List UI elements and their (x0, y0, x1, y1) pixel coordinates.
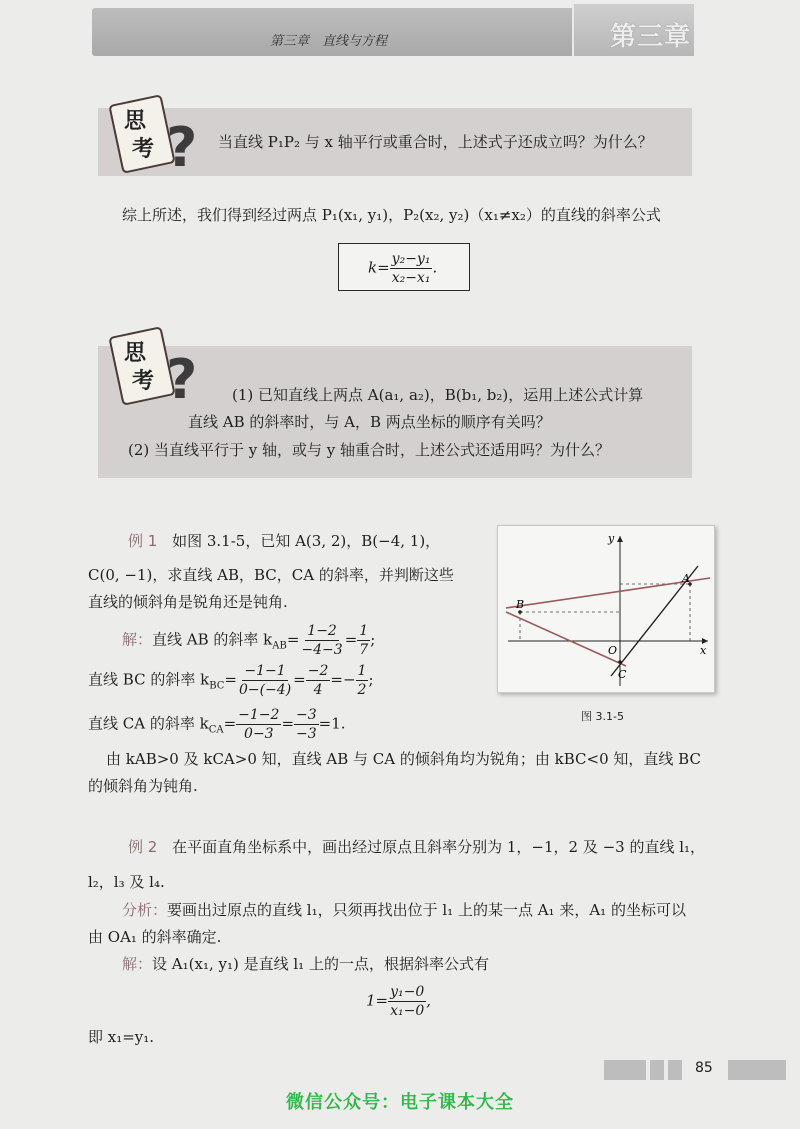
label-y: y (608, 532, 615, 545)
eq-fraction (388, 983, 426, 1020)
footer-block (728, 1060, 786, 1080)
ca-mid (294, 706, 319, 743)
example-1-line-2: C(0, −1)，求直线 AB，BC，CA 的斜率，并判断这些 (88, 566, 454, 584)
formula-end: . (432, 258, 438, 277)
solution-label-2: 解： (122, 955, 153, 973)
example-2-line-2: l₂，l₃ 及 l₄. (88, 873, 165, 891)
example-2-solution-1 (122, 953, 489, 975)
ca-sub: CA (208, 724, 224, 736)
example-1-line-3: 直线的倾斜角是锐角还是钝角. (88, 593, 288, 611)
ca-mid-den: −3 (296, 726, 317, 742)
bc-fraction (237, 662, 293, 699)
think-question-icon (110, 94, 198, 179)
example-1-ab-slope: 解：直线 AB 的斜率 $k_{AB}=$ $\frac{1-2}{-4-3}$ = $\frac{1}{7}$ ; (122, 623, 376, 658)
ab-prefix: 直线 AB 的斜率 k (152, 630, 273, 649)
eq-den: x₁−0 (390, 1003, 425, 1019)
example-1-bc-slope: 直线 BC 的斜率 $k_{BC}=$ $\frac{-1-1}{0-(-4)}$ = $\frac{-2}{4}$ =− $\frac{1}{2}$ ; (88, 663, 374, 698)
ca-res: =1. (318, 714, 346, 733)
label-c: C (618, 668, 627, 681)
footer-block (668, 1060, 682, 1080)
analysis-text-1: 要画出过原点的直线 l₁，只须再找出位于 l₁ 上的某一点 A₁ 来，A₁ 的坐标可以 (167, 901, 686, 919)
think-2-line-1: (1) 已知直线上两点 A(a₁, a₂)，B(b₁, b₂)，运用上述公式计算 (232, 386, 644, 404)
ab-res-den: 7 (359, 642, 369, 658)
example-1-conclusion-1: 由 kAB>0 及 kCA>0 知，直线 AB 与 CA 的倾斜角均为锐角；由 kBC<0 知，直线 BC (106, 750, 701, 768)
example-2-analysis-1 (122, 899, 686, 921)
line-ab (506, 578, 710, 608)
example-1-line-1 (128, 530, 440, 552)
think-icon-char-2: 考 (132, 369, 155, 394)
example-1-conclusion-2: 的倾斜角为钝角. (88, 777, 198, 795)
slope-formula (368, 250, 437, 287)
bc-mid-num: −2 (307, 663, 329, 679)
example-2-analysis-2: 由 OA₁ 的斜率确定. (88, 928, 222, 946)
think-icon-char-1: 思 (124, 341, 147, 366)
bc-res-sign: =− (330, 670, 356, 689)
label-o: O (608, 644, 618, 657)
formula-numerator: y₂−y₁ (391, 251, 431, 267)
ab-fraction (299, 622, 344, 659)
bc-mid-den: 4 (313, 682, 323, 698)
analysis-label: 分析： (122, 901, 168, 919)
label-b: B (516, 598, 525, 611)
label-x: x (700, 644, 707, 657)
eq-lhs: 1= (366, 991, 389, 1010)
ab-res-num: 1 (359, 623, 369, 639)
solution-label: 解： (122, 630, 153, 649)
example-2-line-1 (128, 836, 705, 858)
example-2-equation (366, 983, 431, 1020)
footer-block (604, 1060, 646, 1080)
formula-fraction (390, 250, 433, 287)
think-1-text: 当直线 P₁P₂ 与 x 轴平行或重合时，上述式子还成立吗？为什么？ (218, 133, 653, 151)
example-2-label: 例 2 (128, 838, 158, 856)
bc-res-den: 2 (357, 682, 367, 698)
figure-3-1-5 (497, 525, 715, 693)
footer-block (650, 1060, 664, 1080)
think-2-line-3: (2) 当直线平行于 y 轴，或与 y 轴重合时，上述公式还适用吗？为什么？ (128, 441, 611, 459)
figure-caption: 图 3.1-5 (581, 710, 624, 723)
ab-sub: AB (272, 640, 287, 652)
page-number: 85 (695, 1060, 713, 1076)
example-2-solution-2: 即 x₁=y₁. (88, 1028, 155, 1046)
solution-text-1: 设 A₁(x₁, y₁) 是直线 l₁ 上的一点，根据斜率公式有 (152, 955, 489, 973)
line-bc (506, 612, 626, 666)
bc-res-num: 1 (357, 663, 367, 679)
label-a: A (682, 572, 690, 585)
ca-mid-num: −3 (296, 707, 317, 723)
eq-end: , (426, 991, 432, 1010)
eq-num: y₁−0 (390, 984, 425, 1000)
figure-svg (498, 526, 716, 694)
header-chapter-label: 第三章 (610, 22, 692, 52)
ca-num: −1−2 (238, 707, 280, 723)
formula-lhs: k= (368, 258, 390, 277)
example-2-text-1: 在平面直角坐标系中，画出经过原点且斜率分别为 1，−1，2 及 −3 的直线 l₁， (172, 838, 706, 856)
example-1-ca-slope: 直线 CA 的斜率 $k_{CA}=$ $\frac{-1-2}{0-3}$ = $\frac{-3}{-3}$ =1. (88, 707, 346, 742)
bc-sub: BC (209, 680, 225, 692)
think-icon-char-2: 考 (132, 137, 155, 162)
bc-den: 0−(−4) (238, 682, 292, 698)
point-c (618, 660, 622, 664)
ca-den: 0−3 (244, 726, 274, 742)
y-axis-arrow (617, 536, 623, 542)
example-1-text-1: 如图 3.1-5，已知 A(3, 2)，B(−4, 1)， (172, 532, 441, 550)
watermark: 微信公众号：电子课本大全 (286, 1092, 514, 1113)
svg-text:?: ? (166, 348, 198, 411)
think-2-line-2: 直线 AB 的斜率时，与 A，B 两点坐标的顺序有关吗？ (188, 413, 551, 431)
ca-fraction (236, 706, 281, 743)
header-title: 第三章 直线与方程 (270, 34, 388, 49)
formula-denominator: x₂−x₁ (391, 270, 431, 286)
ab-den: −4−3 (301, 642, 343, 658)
ca-prefix: 直线 CA 的斜率 k (88, 714, 209, 733)
ab-num: 1−2 (307, 623, 337, 639)
summary-text: 综上所述，我们得到经过两点 P₁(x₁, y₁)，P₂(x₂, y₂)（x₁≠x₂）的直线的斜率公式 (122, 206, 661, 224)
think-question-icon (110, 326, 198, 411)
svg-text:?: ? (166, 116, 198, 179)
bc-num: −1−1 (244, 663, 286, 679)
bc-mid (306, 662, 331, 699)
bc-result (356, 662, 369, 699)
example-1-label: 例 1 (128, 532, 158, 550)
bc-prefix: 直线 BC 的斜率 k (88, 670, 210, 689)
ab-result (357, 622, 370, 659)
think-icon-char-1: 思 (124, 109, 147, 134)
